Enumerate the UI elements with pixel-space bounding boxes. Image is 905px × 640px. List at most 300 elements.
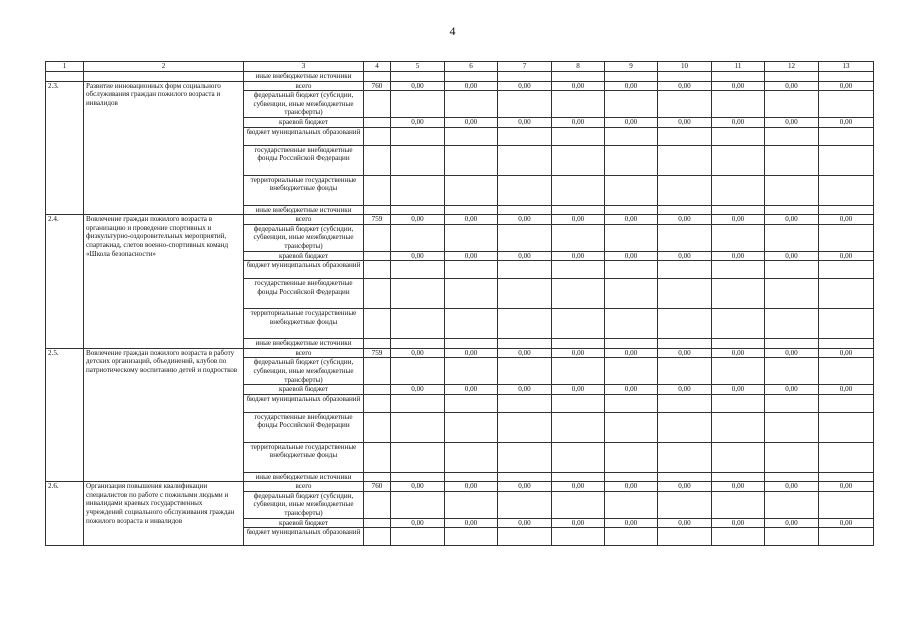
value-cell xyxy=(552,175,605,205)
code-cell xyxy=(364,412,391,442)
value-cell xyxy=(605,394,658,412)
value-cell xyxy=(445,394,498,412)
value-cell: 0,00 xyxy=(552,251,605,261)
value-cell: 0,00 xyxy=(552,117,605,127)
value-cell: 0,00 xyxy=(498,518,552,528)
funding-source: иные внебюджетные источники xyxy=(244,205,364,215)
value-cell xyxy=(712,442,765,472)
value-cell xyxy=(391,309,445,339)
value-cell: 0,00 xyxy=(391,215,445,225)
value-cell: 0,00 xyxy=(819,251,874,261)
value-cell xyxy=(765,224,819,251)
value-cell xyxy=(819,261,874,279)
value-cell xyxy=(445,309,498,339)
value-cell: 0,00 xyxy=(445,518,498,528)
value-cell: 0,00 xyxy=(391,385,445,395)
funding-source: краевой бюджет xyxy=(244,251,364,261)
value-cell xyxy=(819,339,874,349)
value-cell: 0,00 xyxy=(498,385,552,395)
value-cell xyxy=(819,528,874,546)
value-cell xyxy=(658,442,712,472)
value-cell: 0,00 xyxy=(552,215,605,225)
funding-source: всего xyxy=(244,348,364,358)
funding-source: всего xyxy=(244,215,364,225)
column-header: 10 xyxy=(658,62,712,72)
value-cell xyxy=(445,91,498,118)
value-cell: 0,00 xyxy=(765,117,819,127)
code-cell xyxy=(364,358,391,385)
value-cell xyxy=(658,224,712,251)
value-cell: 0,00 xyxy=(498,81,552,91)
value-cell: 0,00 xyxy=(765,482,819,492)
value-cell xyxy=(605,91,658,118)
funding-source: краевой бюджет xyxy=(244,117,364,127)
value-cell xyxy=(712,127,765,145)
value-cell xyxy=(658,472,712,482)
funding-source: бюджет муниципальных образований xyxy=(244,394,364,412)
value-cell xyxy=(605,205,658,215)
code-cell xyxy=(364,339,391,349)
column-header: 7 xyxy=(498,62,552,72)
item-number: 2.4. xyxy=(46,215,84,349)
value-cell xyxy=(498,205,552,215)
value-cell: 0,00 xyxy=(552,348,605,358)
value-cell: 0,00 xyxy=(498,117,552,127)
value-cell xyxy=(712,491,765,518)
item-name: Вовлечение граждан пожилого возраста в организацию и проведение спортивных и физкультурно-оздоровительных мероприятий, спартакиад, слетов военно-спортивных команд «Школа безопасности» xyxy=(84,215,244,349)
value-cell xyxy=(445,358,498,385)
value-cell xyxy=(498,491,552,518)
value-cell: 0,00 xyxy=(498,482,552,492)
value-cell xyxy=(765,309,819,339)
table-cell xyxy=(46,72,84,82)
value-cell xyxy=(391,394,445,412)
item-name: Организация повышения квалификации специалистов по работе с пожилыми людьми и инвалидами краевых государственных учреждений социального обслуживания граждан пожилого возраста и инвалидов xyxy=(84,482,244,546)
value-cell: 0,00 xyxy=(391,251,445,261)
value-cell xyxy=(552,224,605,251)
value-cell xyxy=(498,127,552,145)
value-cell xyxy=(765,491,819,518)
column-header: 3 xyxy=(244,62,364,72)
value-cell xyxy=(765,442,819,472)
value-cell: 0,00 xyxy=(552,385,605,395)
value-cell xyxy=(605,412,658,442)
code-cell xyxy=(364,224,391,251)
value-cell xyxy=(552,394,605,412)
value-cell: 0,00 xyxy=(445,81,498,91)
table-cell xyxy=(391,72,445,82)
value-cell xyxy=(605,145,658,175)
value-cell xyxy=(445,339,498,349)
column-header: 11 xyxy=(712,62,765,72)
table-cell xyxy=(658,72,712,82)
value-cell: 0,00 xyxy=(605,482,658,492)
value-cell: 0,00 xyxy=(765,251,819,261)
table-cell xyxy=(498,72,552,82)
value-cell xyxy=(498,145,552,175)
value-cell xyxy=(498,358,552,385)
value-cell xyxy=(552,442,605,472)
value-cell xyxy=(445,145,498,175)
value-cell xyxy=(552,491,605,518)
value-cell xyxy=(712,205,765,215)
value-cell: 0,00 xyxy=(712,215,765,225)
value-cell xyxy=(498,412,552,442)
value-cell xyxy=(658,358,712,385)
value-cell xyxy=(391,412,445,442)
value-cell xyxy=(765,261,819,279)
value-cell: 0,00 xyxy=(658,482,712,492)
funding-source: территориальные государственные внебюджетные фонды xyxy=(244,442,364,472)
code-cell xyxy=(364,145,391,175)
value-cell: 0,00 xyxy=(605,81,658,91)
table-row xyxy=(46,348,874,358)
value-cell: 0,00 xyxy=(712,117,765,127)
value-cell xyxy=(445,472,498,482)
value-cell xyxy=(498,528,552,546)
table-cell xyxy=(364,72,391,82)
value-cell xyxy=(391,175,445,205)
code-cell: 760 xyxy=(364,482,391,492)
value-cell xyxy=(391,442,445,472)
value-cell: 0,00 xyxy=(819,215,874,225)
funding-source: государственные внебюджетные фонды Российской Федерации xyxy=(244,412,364,442)
value-cell xyxy=(658,491,712,518)
funding-source: всего xyxy=(244,81,364,91)
item-number: 2.3. xyxy=(46,81,84,215)
value-cell xyxy=(498,442,552,472)
value-cell xyxy=(765,279,819,309)
table-cell xyxy=(552,72,605,82)
value-cell: 0,00 xyxy=(712,81,765,91)
value-cell xyxy=(819,394,874,412)
value-cell xyxy=(712,394,765,412)
code-cell: 759 xyxy=(364,215,391,225)
table-row xyxy=(46,482,874,492)
value-cell xyxy=(819,491,874,518)
value-cell: 0,00 xyxy=(445,117,498,127)
value-cell xyxy=(658,412,712,442)
value-cell xyxy=(391,491,445,518)
value-cell xyxy=(605,127,658,145)
value-cell: 0,00 xyxy=(765,348,819,358)
code-cell xyxy=(364,518,391,528)
column-header: 1 xyxy=(46,62,84,72)
header-row xyxy=(46,62,874,72)
table-row xyxy=(46,81,874,91)
value-cell xyxy=(712,309,765,339)
value-cell xyxy=(605,339,658,349)
value-cell xyxy=(605,358,658,385)
value-cell xyxy=(819,175,874,205)
funding-source: бюджет муниципальных образований xyxy=(244,261,364,279)
value-cell xyxy=(552,127,605,145)
code-cell xyxy=(364,309,391,339)
funding-source: бюджет муниципальных образований xyxy=(244,528,364,546)
value-cell: 0,00 xyxy=(445,348,498,358)
value-cell xyxy=(391,279,445,309)
value-cell xyxy=(765,472,819,482)
value-cell xyxy=(498,261,552,279)
value-cell: 0,00 xyxy=(445,385,498,395)
column-header: 8 xyxy=(552,62,605,72)
code-cell: 759 xyxy=(364,348,391,358)
value-cell xyxy=(712,412,765,442)
value-cell xyxy=(552,279,605,309)
value-cell xyxy=(391,339,445,349)
code-cell xyxy=(364,385,391,395)
funding-source: бюджет муниципальных образований xyxy=(244,127,364,145)
value-cell xyxy=(658,91,712,118)
item-name: Вовлечение граждан пожилого возраста в работу детских организаций, объединений, клубов по патриотическому воспитанию детей и подростков xyxy=(84,348,244,482)
value-cell xyxy=(819,412,874,442)
value-cell: 0,00 xyxy=(605,348,658,358)
code-cell xyxy=(364,175,391,205)
value-cell xyxy=(712,224,765,251)
value-cell: 0,00 xyxy=(445,215,498,225)
value-cell: 0,00 xyxy=(658,215,712,225)
value-cell xyxy=(712,358,765,385)
value-cell xyxy=(445,412,498,442)
value-cell xyxy=(391,145,445,175)
value-cell: 0,00 xyxy=(712,385,765,395)
value-cell: 0,00 xyxy=(498,251,552,261)
value-cell: 0,00 xyxy=(552,482,605,492)
table-cell xyxy=(445,72,498,82)
item-number: 2.5. xyxy=(46,348,84,482)
value-cell xyxy=(445,224,498,251)
value-cell xyxy=(391,224,445,251)
value-cell xyxy=(391,528,445,546)
value-cell: 0,00 xyxy=(765,518,819,528)
value-cell: 0,00 xyxy=(391,117,445,127)
value-cell: 0,00 xyxy=(658,81,712,91)
value-cell: 0,00 xyxy=(819,348,874,358)
value-cell xyxy=(819,145,874,175)
value-cell xyxy=(658,309,712,339)
funding-source: краевой бюджет xyxy=(244,518,364,528)
value-cell: 0,00 xyxy=(819,518,874,528)
value-cell xyxy=(765,175,819,205)
value-cell xyxy=(445,491,498,518)
funding-source: федеральный бюджет (субсидии, субвенции, иные межбюджетные трансферты) xyxy=(244,358,364,385)
value-cell: 0,00 xyxy=(658,518,712,528)
value-cell xyxy=(498,339,552,349)
value-cell xyxy=(552,358,605,385)
value-cell: 0,00 xyxy=(605,251,658,261)
value-cell xyxy=(391,358,445,385)
value-cell xyxy=(658,279,712,309)
table-cell xyxy=(84,72,244,82)
value-cell xyxy=(765,358,819,385)
value-cell xyxy=(445,442,498,472)
value-cell xyxy=(391,127,445,145)
value-cell: 0,00 xyxy=(658,117,712,127)
item-number: 2.6. xyxy=(46,482,84,546)
table-row xyxy=(46,215,874,225)
value-cell xyxy=(658,145,712,175)
value-cell xyxy=(552,145,605,175)
column-header: 5 xyxy=(391,62,445,72)
value-cell: 0,00 xyxy=(658,251,712,261)
value-cell xyxy=(765,91,819,118)
value-cell: 0,00 xyxy=(552,518,605,528)
value-cell: 0,00 xyxy=(819,81,874,91)
code-cell xyxy=(364,205,391,215)
value-cell: 0,00 xyxy=(391,518,445,528)
value-cell: 0,00 xyxy=(765,215,819,225)
value-cell: 0,00 xyxy=(605,215,658,225)
value-cell: 0,00 xyxy=(658,385,712,395)
value-cell xyxy=(498,472,552,482)
value-cell xyxy=(552,91,605,118)
column-header: 12 xyxy=(765,62,819,72)
funding-source: краевой бюджет xyxy=(244,385,364,395)
value-cell xyxy=(765,412,819,442)
value-cell xyxy=(445,205,498,215)
value-cell: 0,00 xyxy=(391,482,445,492)
funding-source: территориальные государственные внебюджетные фонды xyxy=(244,309,364,339)
value-cell xyxy=(712,145,765,175)
code-cell xyxy=(364,261,391,279)
value-cell xyxy=(658,127,712,145)
value-cell xyxy=(498,175,552,205)
value-cell xyxy=(712,91,765,118)
value-cell xyxy=(445,127,498,145)
value-cell: 0,00 xyxy=(391,348,445,358)
column-header: 13 xyxy=(819,62,874,72)
funding-source: всего xyxy=(244,482,364,492)
funding-source: федеральный бюджет (субсидии, субвенции, иные межбюджетные трансферты) xyxy=(244,491,364,518)
value-cell xyxy=(605,175,658,205)
value-cell: 0,00 xyxy=(605,518,658,528)
column-header: 2 xyxy=(84,62,244,72)
value-cell xyxy=(712,175,765,205)
value-cell xyxy=(819,279,874,309)
value-cell xyxy=(552,309,605,339)
value-cell xyxy=(552,339,605,349)
table-cell xyxy=(819,72,874,82)
value-cell xyxy=(391,91,445,118)
funding-source: федеральный бюджет (субсидии, субвенции, иные межбюджетные трансферты) xyxy=(244,91,364,118)
code-cell xyxy=(364,279,391,309)
value-cell xyxy=(658,175,712,205)
value-cell: 0,00 xyxy=(552,81,605,91)
value-cell xyxy=(819,442,874,472)
funding-source: государственные внебюджетные фонды Российской Федерации xyxy=(244,279,364,309)
code-cell xyxy=(364,472,391,482)
value-cell xyxy=(552,472,605,482)
value-cell xyxy=(391,205,445,215)
column-header: 4 xyxy=(364,62,391,72)
value-cell xyxy=(605,261,658,279)
table-row xyxy=(46,72,874,82)
value-cell: 0,00 xyxy=(605,385,658,395)
code-cell xyxy=(364,491,391,518)
value-cell xyxy=(765,127,819,145)
value-cell xyxy=(658,261,712,279)
code-cell xyxy=(364,117,391,127)
value-cell xyxy=(765,205,819,215)
value-cell: 0,00 xyxy=(605,117,658,127)
funding-source: федеральный бюджет (субсидии, субвенции, иные межбюджетные трансферты) xyxy=(244,224,364,251)
value-cell xyxy=(765,145,819,175)
budget-table xyxy=(45,61,874,546)
funding-source: иные внебюджетные источники xyxy=(244,72,364,82)
value-cell: 0,00 xyxy=(712,251,765,261)
code-cell xyxy=(364,127,391,145)
value-cell xyxy=(819,127,874,145)
value-cell xyxy=(445,279,498,309)
table-cell xyxy=(712,72,765,82)
value-cell xyxy=(765,528,819,546)
value-cell xyxy=(498,91,552,118)
value-cell xyxy=(605,309,658,339)
value-cell: 0,00 xyxy=(391,81,445,91)
value-cell xyxy=(498,279,552,309)
value-cell xyxy=(391,472,445,482)
value-cell xyxy=(712,261,765,279)
value-cell xyxy=(605,442,658,472)
value-cell xyxy=(819,472,874,482)
value-cell xyxy=(658,528,712,546)
value-cell xyxy=(658,394,712,412)
value-cell xyxy=(605,491,658,518)
item-name: Развитие инновационных форм социального обслуживания граждан пожилого возраста и инвалидов xyxy=(84,81,244,215)
value-cell: 0,00 xyxy=(658,348,712,358)
value-cell: 0,00 xyxy=(712,518,765,528)
value-cell xyxy=(819,358,874,385)
column-header: 6 xyxy=(445,62,498,72)
value-cell xyxy=(605,528,658,546)
funding-source: иные внебюджетные источники xyxy=(244,339,364,349)
code-cell xyxy=(364,442,391,472)
code-cell xyxy=(364,394,391,412)
value-cell xyxy=(445,528,498,546)
value-cell xyxy=(552,261,605,279)
funding-source: иные внебюджетные источники xyxy=(244,472,364,482)
value-cell xyxy=(552,528,605,546)
value-cell: 0,00 xyxy=(819,482,874,492)
value-cell: 0,00 xyxy=(498,215,552,225)
value-cell xyxy=(498,394,552,412)
value-cell xyxy=(552,412,605,442)
value-cell: 0,00 xyxy=(819,117,874,127)
value-cell: 0,00 xyxy=(712,482,765,492)
value-cell xyxy=(712,472,765,482)
value-cell xyxy=(819,224,874,251)
value-cell xyxy=(765,394,819,412)
value-cell xyxy=(391,261,445,279)
code-cell xyxy=(364,91,391,118)
value-cell: 0,00 xyxy=(498,348,552,358)
value-cell xyxy=(498,224,552,251)
value-cell: 0,00 xyxy=(765,81,819,91)
value-cell: 0,00 xyxy=(445,251,498,261)
code-cell xyxy=(364,251,391,261)
table-cell xyxy=(605,72,658,82)
value-cell xyxy=(765,339,819,349)
value-cell xyxy=(658,339,712,349)
code-cell xyxy=(364,528,391,546)
value-cell xyxy=(712,279,765,309)
value-cell: 0,00 xyxy=(712,348,765,358)
value-cell xyxy=(819,309,874,339)
code-cell: 760 xyxy=(364,81,391,91)
value-cell xyxy=(605,279,658,309)
value-cell xyxy=(605,224,658,251)
value-cell xyxy=(712,339,765,349)
